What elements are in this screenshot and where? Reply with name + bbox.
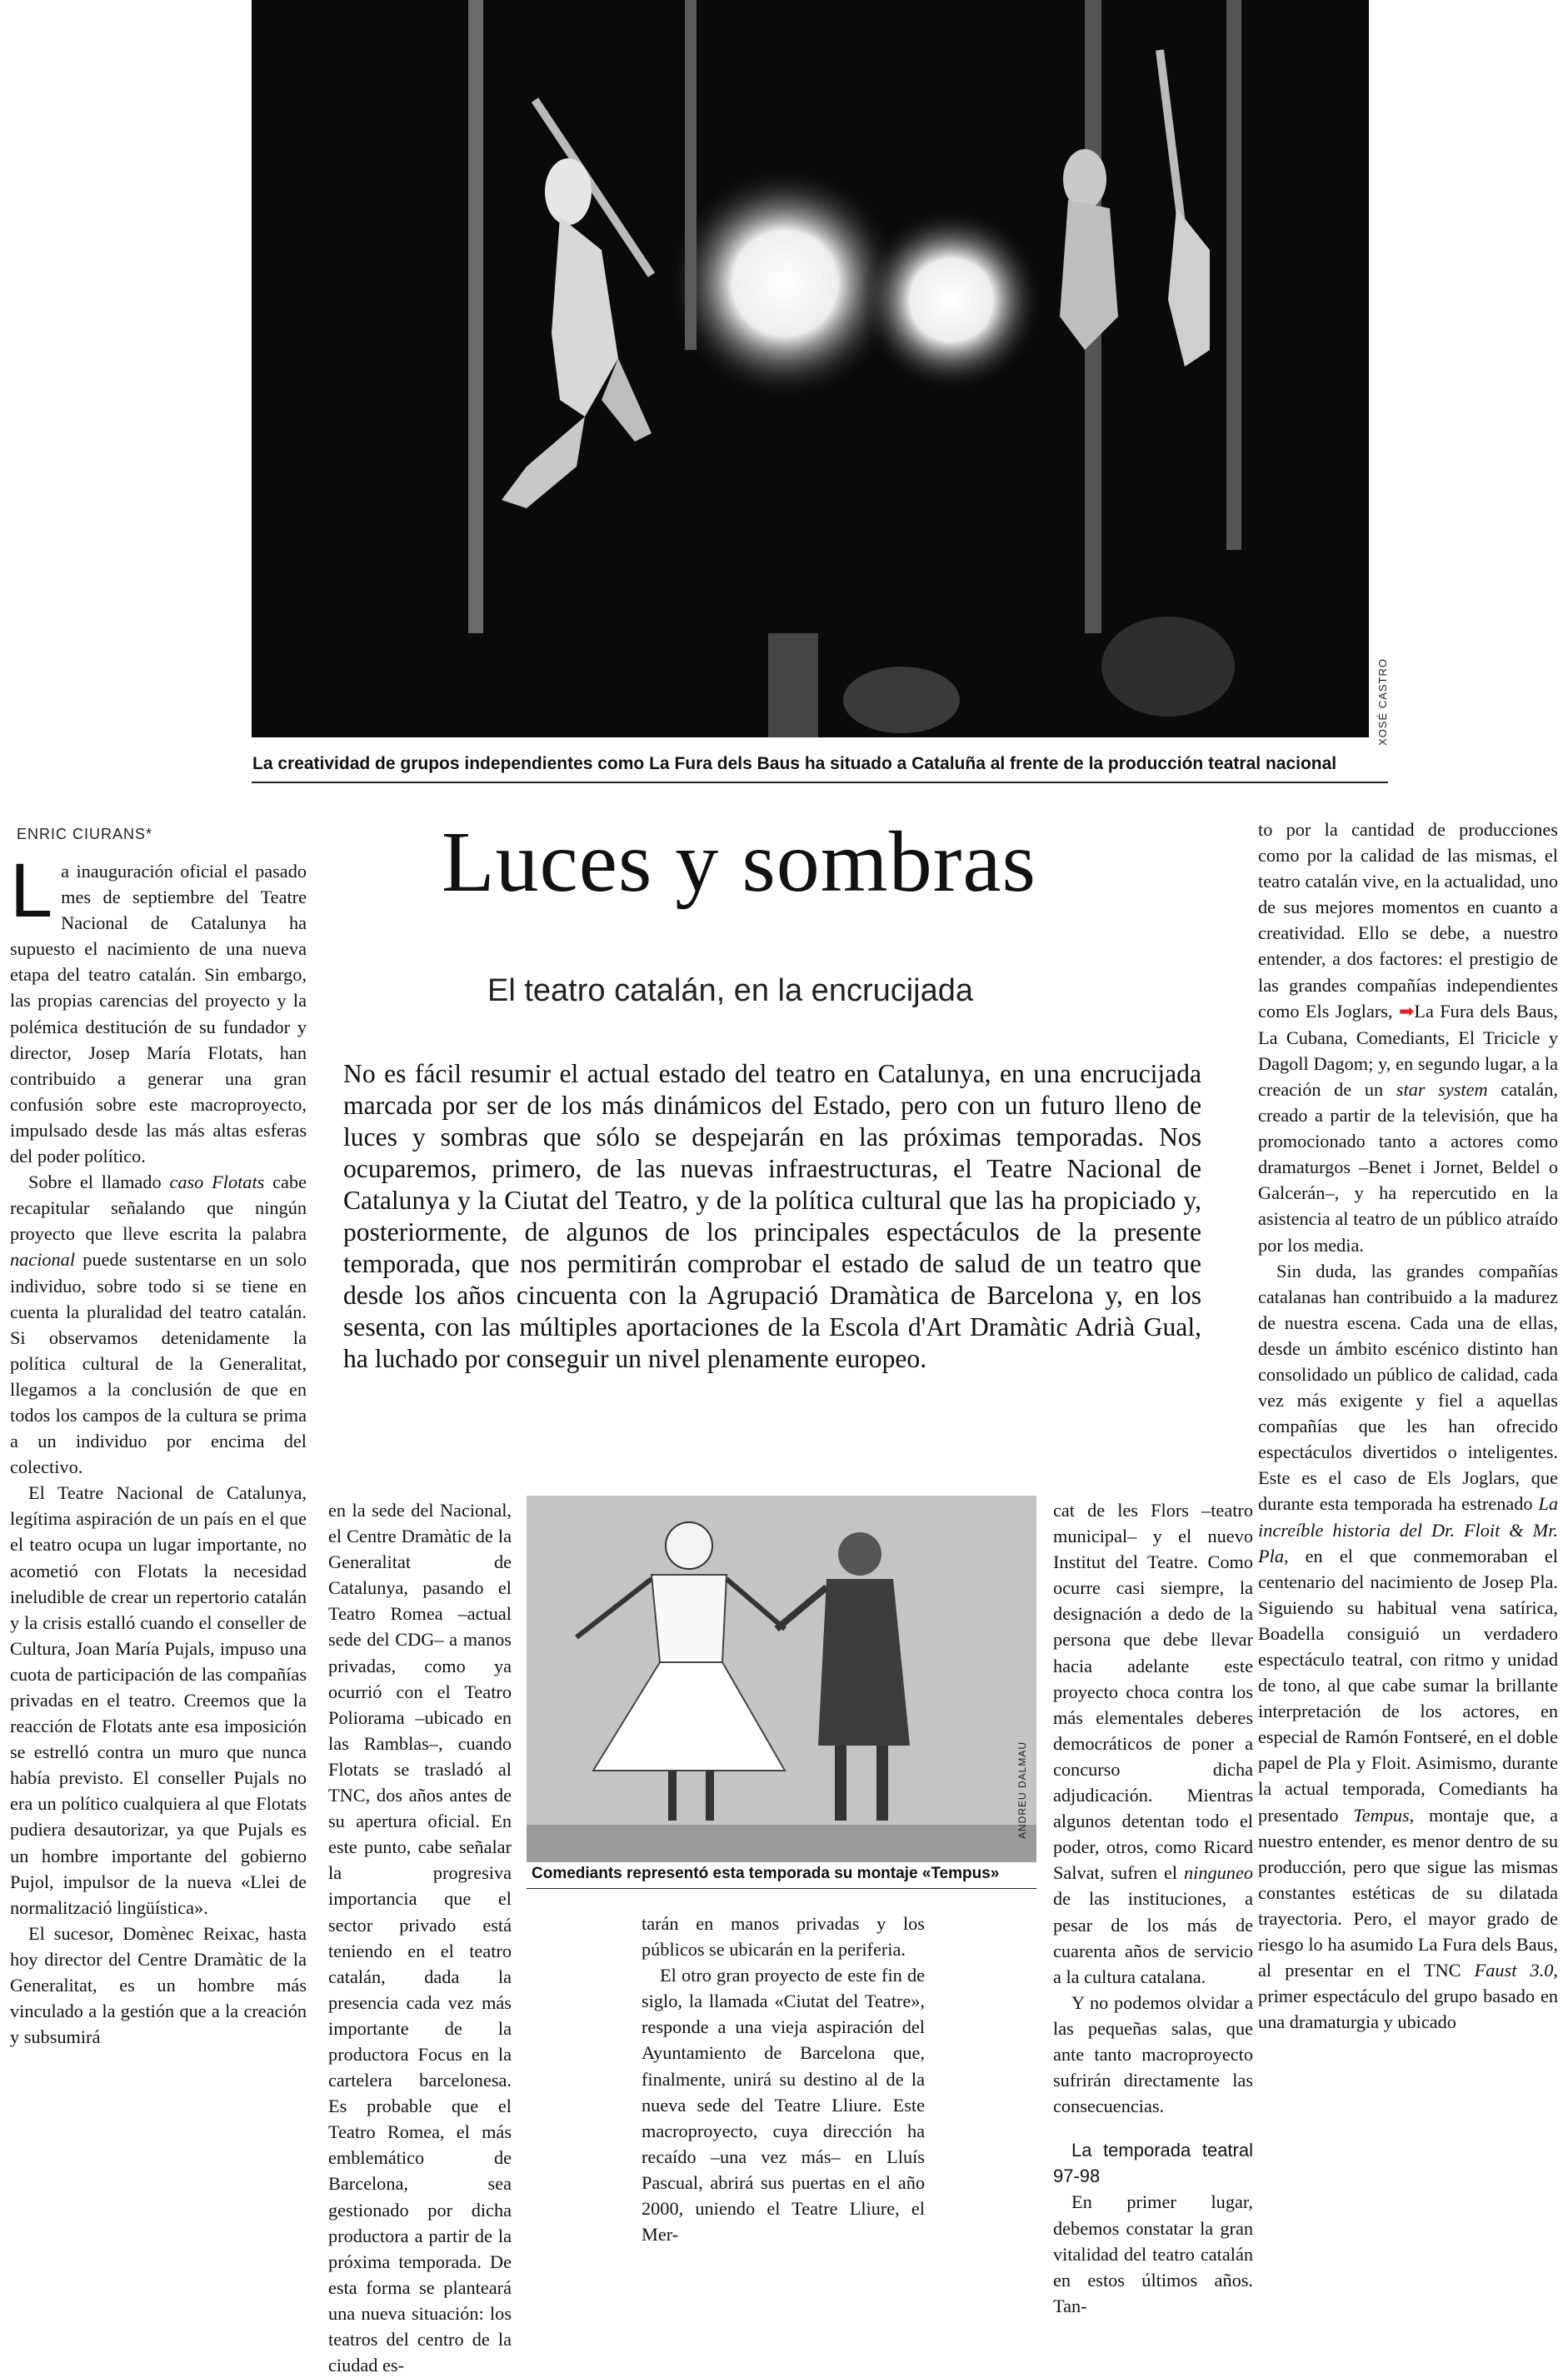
text-run: Sobre el llamado xyxy=(28,1172,170,1193)
column-4-paragraph: Y no podemos olvidar a las pequeñas salas, que ante tanto macroproyecto sufrirán directamente las consecuencias. xyxy=(1053,1991,1253,2117)
column-5-paragraph xyxy=(1258,817,1558,1258)
text-run: , en el que conmemoraban el centenario del nacimiento de Josep Pla. Siguiendo su habitual vena satírica, Boadella consiguió un verdadero espectáculo teatral, con ritmo y unidad de tono, al que cabe sumar la brillante interpretación de los actores, en especial de Ramón Fontseré, en el doble papel de Pla y Floit. Asimismo, durante la actual temporada, Comediants ha presentado xyxy=(1258,1545,1558,1826)
column-4 xyxy=(1053,1497,1253,2319)
text-run: to por la cantidad de producciones como por la calidad de las mismas, el teatro catalán vive, en la actualidad, uno de sus mejores momentos en cuanto a creatividad. Ello se debe, a nuestro entender, a dos factores: el prestigio de las grandes compañías independientes como Els Joglars, xyxy=(1258,819,1558,1022)
italic-text: Faust 3.0 xyxy=(1474,1960,1554,1981)
top-photo-image xyxy=(252,0,1369,737)
middle-photo xyxy=(527,1496,1036,1862)
text-run: , primer espectáculo del grupo basado en una dramaturgia y ubicado xyxy=(1258,1960,1558,2033)
top-photo-caption: La creatividad de grupos independientes como La Fura dels Baus ha situado a Cataluña al frente de la producción teatral nacional xyxy=(252,754,1337,773)
text-run: catalán, creado a partir de la televisión, que ha promocionado tanto a actores como dramaturgos –Benet i Jornet, Beldel o Galcerán–, y ha repercutido en la asistencia al teatro de un público atraído por los media. xyxy=(1258,1078,1558,1256)
text-run: de las instituciones, a pesar de los más de cuarenta años de servicio a la cultura catalana. xyxy=(1053,1888,1253,1987)
column-3-paragraph: El otro gran proyecto de este fin de siglo, la llamada «Ciutat del Teatre», responde a una vieja aspiración del Ayuntamiento de Barcelona que, finalmente, unirá su destino al de la nueva sede del Teatre Lliure. Este macroproyecto, cuya dirección ha recaído –una vez más– en Lluís Pascual, abrirá sus puertas en el año 2000, uniendo el Teatre Lliure, el Mer- xyxy=(642,1965,925,2246)
text-run: La Fura dels Baus, La Cubana, Comediants, El Tricicle y Dagoll Dagom; y, en segundo lugar, a la creación de un xyxy=(1258,1000,1558,1100)
byline: ENRIC CIURANS* xyxy=(17,826,153,842)
caption-rule xyxy=(252,782,1388,783)
headline: Luces y sombras xyxy=(442,814,1036,910)
column-1-paragraph xyxy=(10,848,307,1169)
italic-text: nacional xyxy=(10,1249,76,1271)
column-1-paragraph: El sucesor, Domènec Reixac, hasta hoy director del Centre Dramàtic de la Generalitat, es un hombre más vinculado a la gestión que a la creación y subsumirá xyxy=(10,1922,307,2048)
column-3 xyxy=(642,1911,925,2247)
column-1-paragraph xyxy=(10,1169,307,1480)
text-run: Sin duda, las grandes compañías catalanas han contribuido a la madurez de nuestra escena. Cada una de ellas, desde un ámbito escénico distinto han consolidado un público de calidad, cada vez más exigente y fiel a aquellas compañías que les han ofrecido espectáculos divertidos o inteligentes. Este es el caso de Els Joglars, que durante esta temporada ha estrenado xyxy=(1258,1260,1558,1515)
text-run: cat de les Flors –teatro municipal– y el nuevo Institut del Teatre. Como ocurre casi siempre, la designación a dedo de la persona que debe llevar hacia adelante este proyecto choca contra los más elementales deberes democráticos de poner a concurso dicha adjudicación. Mientras algunos detentan todo el poder, otros, como Ricard Salvat, sufren el xyxy=(1053,1500,1253,1884)
lead-paragraph: No es fácil resumir el actual estado del teatro en Catalunya, en una encrucijada marcada por ser de los más dinámicos del Estado, pero con un futuro lleno de luces y sombras que sólo se despejarán en las próximas temporadas. Nos ocuparemos, primero, de las nuevas infraestructuras, el Teatre Nacional de Catalunya y la Ciutat del Teatro, y de la política cultural que las ha propiciado y, posteriormente, de algunos de los principales espectáculos de la presente temporada, que nos permitirán comprobar el estado de salud de un teatro que desde los años cincuenta con la Agrupació Dramàtica de Barcelona y, en los sesenta, con las múltiples aportaciones de la Escola d'Art Dramàtic Adrià Gual, ha luchado por conseguir un nivel plenamente europeo. xyxy=(343,1059,1201,1373)
column-2-paragraph: en la sede del Nacional, el Centre Dramàtic de la Generalitat de Catalunya, pasando el Teatro Romea –actual sede del CDG– a manos privadas, como ya ocurrió con el Teatro Poliorama –ubicado en las Ramblas–, cuando Flotats se trasladó al TNC, dos años antes de su apertura oficial. En este punto, cabe señalar la progresiva importancia que el sector privado está teniendo en el teatro catalán, dada la presencia cada vez más importante de la productora Focus en la cartelera barcelonesa. Es probable que el Teatro Romea, el más emblemático de Barcelona, sea gestionado por dicha productora a partir de la próxima temporada. De esta forma se planteará una nueva situación: los teatros del centro de la ciudad es- xyxy=(328,1500,512,2376)
top-photo-credit: XOSÉ CASTRO xyxy=(1376,658,1389,746)
column-2-top xyxy=(328,1497,512,2376)
column-1-text: a inauguración oficial el pasado mes de septiembre del Teatre Nacional de Catalunya ha supuesto el nacimiento de una nueva etapa del teatro catalán. Sin embargo, las propias carencias del proyecto y la polémica destitución de su fundador y director, Josep María Flotats, han contribuido a generar una gran confusión sobre este macroproyecto, impulsado desde las más altas esferas del poder político. xyxy=(10,861,307,1167)
red-arrow-icon: ➡ xyxy=(1398,1001,1415,1022)
text-run: cabe recapitular señalando que ningún proyecto que lleve escrita la palabra xyxy=(10,1172,307,1245)
italic-text: Tempus xyxy=(1353,1804,1410,1826)
column-4-paragraph: En primer lugar, debemos constatar la gran vitalidad del teatro catalán en estos últimos años. Tan- xyxy=(1053,2191,1253,2316)
italic-text: ninguneo xyxy=(1184,1862,1253,1884)
middle-photo-credit: ANDREU DALMAU xyxy=(1016,1741,1028,1840)
column-1 xyxy=(10,848,307,2050)
column-5 xyxy=(1258,817,1558,2035)
column-1-paragraph: El Teatre Nacional de Catalunya, legítima aspiración de un país en el que el teatro ocupa un lugar importante, no acometió con Flotats la necesidad ineludible de crear un repertorio catalán y la crisis estalló cuando el conseller de Cultura, Joan María Pujals, impuso una cuota de participación de las compañías privadas en el teatro. Creemos que la reacción de Flotats ante esa imposición se estrelló contra un muro que nunca había previsto. El conseller Pujals no era un político cualquiera al que Flotats pudiera desautorizar, ya que Pujals es un hombre importante del gobierno Pujol, impulsor de la nueva «Llei de normalització lingüística». xyxy=(10,1482,307,1918)
italic-text: caso Flotats xyxy=(169,1172,265,1193)
text-run: puede sustentarse en un solo individuo, sobre todo si se tiene en cuenta la pluralidad del teatro catalán. Si observamos detenidamente la política cultural de la Generalitat, llegamos a la conclusión de que en todos los campos de la cultura se prima a un individuo por encima del colectivo. xyxy=(10,1249,307,1478)
top-photo xyxy=(252,0,1369,737)
italic-text: star system xyxy=(1396,1078,1488,1100)
italic-text: La increíble historia del Dr. Floit & Mr. Pla xyxy=(1258,1493,1558,1566)
middle-photo-caption: Comediants representó esta temporada su montaje «Tempus» xyxy=(532,1865,1000,1882)
column-4-paragraph xyxy=(1053,1497,1253,1990)
text-run: , montaje que, a nuestro entender, es menor dentro de su producción, pero que sigue las mismas constantes estéticas de su dilatada trayectoria. Pero, el mayor grado de riesgo lo ha asumido La Fura dels Baus, al presentar en el TNC xyxy=(1258,1804,1558,1981)
subsection-heading: La temporada teatral 97-98 xyxy=(1053,2140,1253,2187)
middle-caption-rule xyxy=(527,1888,1036,1889)
middle-photo-image xyxy=(527,1496,1036,1862)
drop-cap: L xyxy=(10,848,53,933)
column-3-paragraph: tarán en manos privadas y los públicos se ubicarán en la periferia. xyxy=(642,1913,925,1961)
subhead: El teatro catalán, en la encrucijada xyxy=(487,973,974,1008)
column-5-paragraph xyxy=(1258,1258,1558,2036)
